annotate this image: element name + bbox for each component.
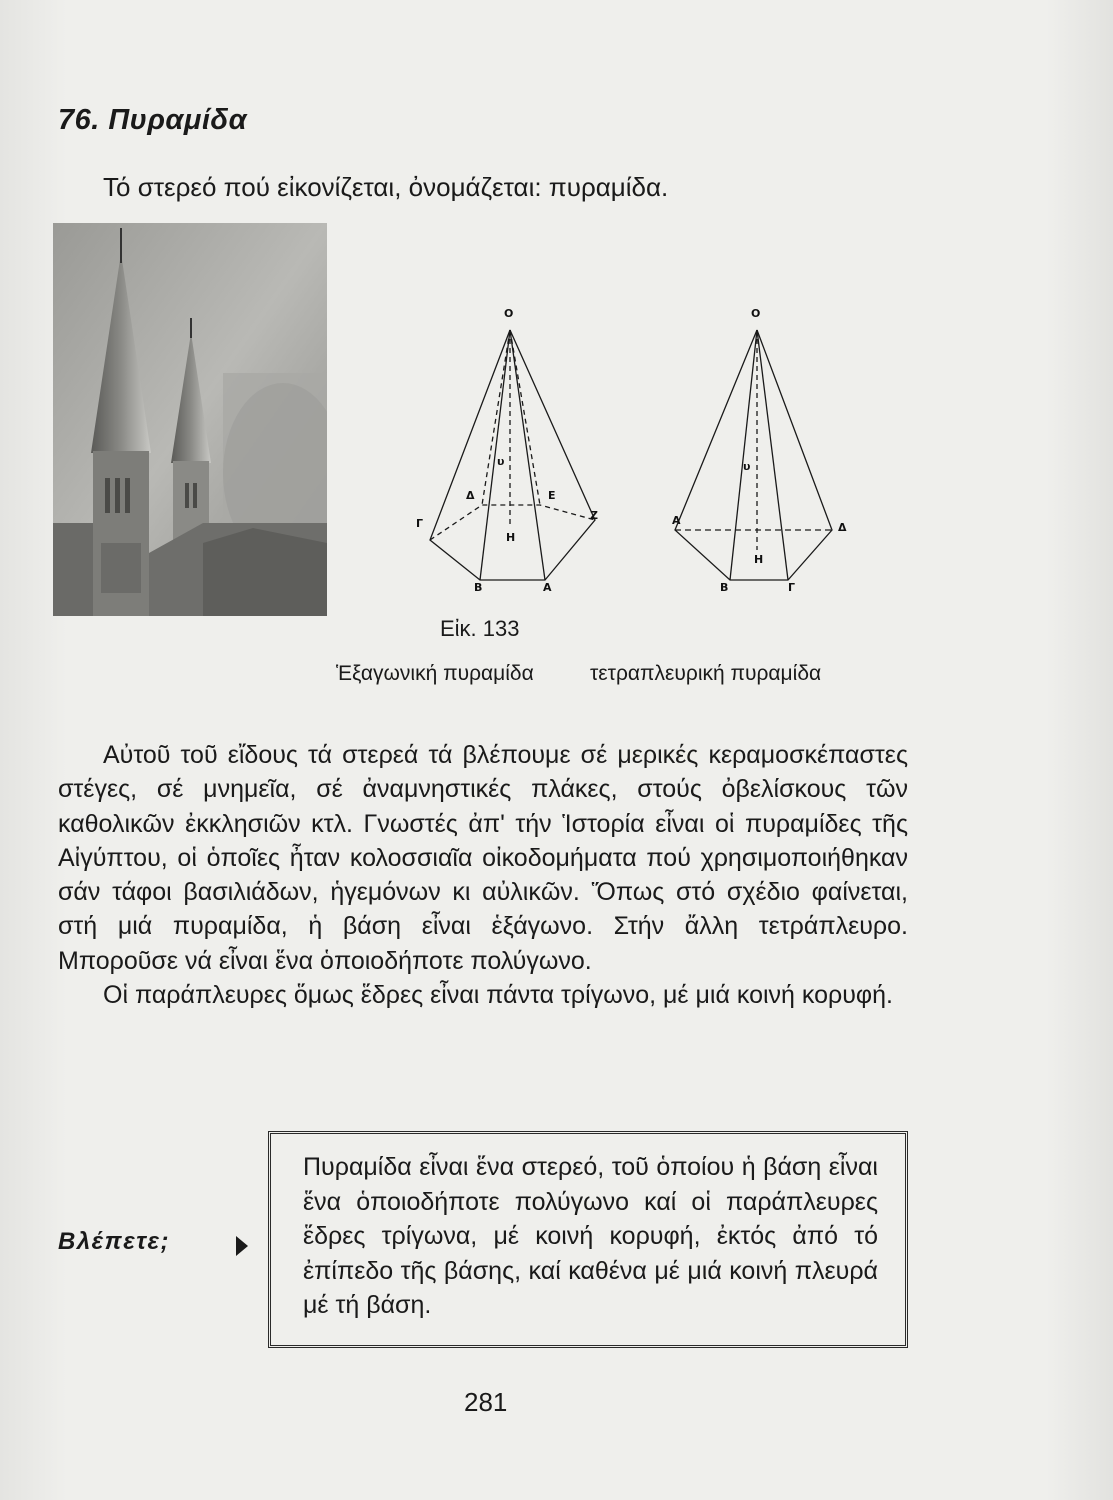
hex-apex-label: Ο [504,307,514,320]
quad-apex-label: Ο [751,307,761,320]
caption-hexagonal: Ἑξαγωνική πυραμίδα [336,662,534,685]
section-title: 76. Πυραμίδα [58,104,248,136]
page-number: 281 [464,1387,508,1417]
hex-vertex-e: Ε [548,489,556,502]
quad-vertex-b: Β [720,581,729,594]
hex-height-label: υ [497,455,505,468]
figure-number: Εἰκ. 133 [440,616,520,641]
body-paragraph-1: Αὐτοῦ τοῦ εἴδους τά στερεά τά βλέπουμε σέ μερικές κεραμοσκέπαστες στέγες, σέ μνημεῖα, σέ ἀναμνηστικές πλάκες, στούς ὀβελίσκους τῶν καθολικῶν ἐκκλησιῶν κτλ. Γνωστές ἀπ' τήν Ἱστορία εἶναι οἱ πυραμίδες τῆς Αἰγύπτου, οἱ ὁποῖες ἦταν κολοσσιαῖα οἰκοδομήματα πού χρησιμοποιήθηκαν σάν τάφοι βασιλιάδων, ἡγεμόνων κι αὐλικῶν. Ὅπως στό σχέδιο φαίνεται, στή μιά πυραμίδα, ἡ βάση εἶναι ἑξάγωνο. Στήν ἄλλη τετράπλευρο. Μποροῦσε νά εἶναι ἕνα ὁποιοδήποτε πολύγωνο. [58,741,908,975]
church-spires-photo [53,223,327,616]
hex-vertex-z: Ζ [590,509,598,522]
hex-vertex-g: Γ [416,517,424,530]
caption-quadrilateral: τετραπλευρική πυραμίδα [590,662,822,685]
hex-vertex-b: Β [474,581,483,594]
hex-vertex-a: Α [543,581,552,594]
quadrilateral-pyramid-figure [672,307,847,594]
pyramid-diagrams [400,295,880,605]
body-paragraph-2: Οἱ παράπλευρες ὅμως ἕδρες εἶναι πάντα τρίγωνο, μέ μιά κοινή κορυφή. [103,981,893,1010]
hex-foot-label: Η [506,531,516,544]
quad-height-label: υ [743,460,751,473]
see-callout-label: Βλέπετε; [58,1228,171,1255]
intro-sentence: Τό στερεό πού εἰκονίζεται, ὀνομάζεται: πυραμίδα. [103,172,669,202]
quad-vertex-g: Γ [788,581,796,594]
body-text [58,738,908,1012]
quad-foot-label: Η [754,553,764,566]
pointer-arrow-icon [236,1236,248,1256]
definition-text: Πυραμίδα εἶναι ἕνα στερεό, τοῦ ὁποίου ἡ βάση εἶναι ἕνα ὁποιοδήποτε πολύγωνο καί οἱ παράπλευρες ἕδρες τρίγωνα, μέ κοινή κορυφή, ἐκτός ἀπό τό ἐπίπεδο τῆς βάσης, καί καθένα μέ μιά κοινή πλευρά μέ τή βάση. [303,1153,878,1319]
quad-vertex-a: Α [672,514,681,527]
hexagonal-pyramid-figure [416,307,598,594]
hex-vertex-d: Δ [466,489,475,502]
quad-vertex-d: Δ [838,521,847,534]
